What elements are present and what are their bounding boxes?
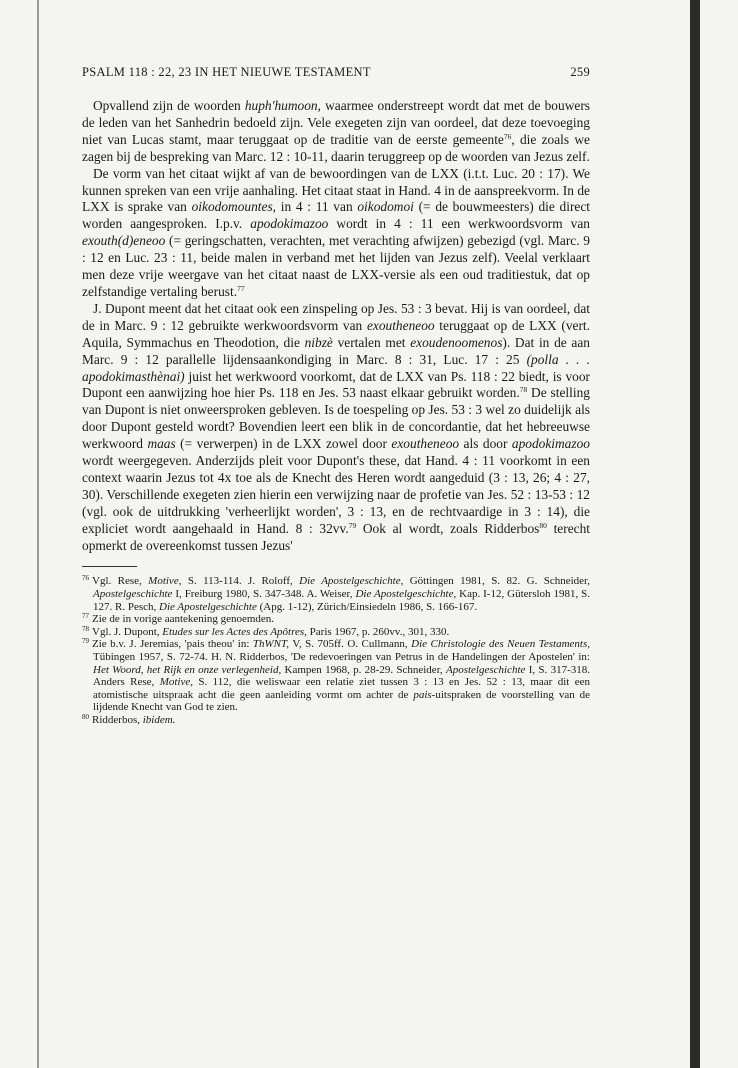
text-run: Tübingen 1957, S. 72-74. H. N. Ridderbos, 'De redevoeringen van Petrus in de Handelingen der Apostelen' in: xyxy=(93,651,590,664)
footnote-ref: 80 xyxy=(539,520,547,530)
text-run: Kap. I-12, Gütersloh 1981, S. 127. R. Pesch, xyxy=(93,588,591,613)
text-run: (= geringschatten, verachten, met verachting afwijzen) gebezigd (vgl. Marc. 9 : 12 en Luc. 23 : 11, beide malen in verband met het lijden van Jezus zelf). Veelal verklaart men deze vrije weergave van het citaat naast de LXX-versie als een oud traditiestuk, dat op zelfstandige vertaling berust. xyxy=(82,233,590,299)
text-run: teruggaat op de LXX (vert. Aquila, Symmachus en Theodotion, die xyxy=(82,317,590,350)
italic-term: Die Apostelgeschichte, xyxy=(299,575,404,588)
text-run: I, S. 317-318. Anders Rese, xyxy=(93,663,590,689)
italic-term: Apostelgeschichte xyxy=(93,588,173,601)
italic-term: ThWNT, xyxy=(252,638,290,651)
text-run: Kampen 1968, p. 28-29. Schneider, xyxy=(281,663,446,676)
italic-term: maas xyxy=(147,436,176,452)
text-run: vertalen met xyxy=(332,334,411,350)
paragraph xyxy=(82,166,590,301)
italic-term: Die Apostelgeschichte, xyxy=(355,588,457,601)
footnote-number: 79 xyxy=(82,637,89,646)
footnote-ref: 78 xyxy=(519,385,528,395)
italic-term: ibidem. xyxy=(142,714,176,726)
text-run: S. 112, die weliswaar een relatie ziet tussen 3 : 13 en Jes. 52 : 13, maar dit een atomistische uitspraak acht die geen aanleiding vormt om achter de xyxy=(93,676,590,701)
text-run: I, Freiburg 1980, S. 347-348. A. Weiser, xyxy=(172,588,356,601)
text-run: terecht opmerkt de overeenkomst tussen Jezus' xyxy=(82,520,590,553)
scan-left-edge xyxy=(37,0,39,1068)
italic-term: Motive, xyxy=(159,676,193,689)
footnote-number: 78 xyxy=(82,624,89,633)
italic-term: nibzè xyxy=(304,334,333,350)
italic-term: pais xyxy=(413,688,432,701)
body-text xyxy=(82,98,590,554)
italic-term: oikodomoi xyxy=(357,199,414,215)
text-run: V, S. 705ff. O. Cullmann, xyxy=(289,638,412,651)
footnote-number: 77 xyxy=(82,612,89,621)
footnote-number: 76 xyxy=(82,574,89,583)
paragraph xyxy=(82,301,590,555)
text-run: Opvallend zijn de woorden xyxy=(93,98,245,113)
text-run: als door xyxy=(459,436,512,452)
text-run: (= verwerpen) in de LXX zowel door xyxy=(175,436,392,452)
text-run: , waarmee onderstreept wordt dat met de bouwers de leden van het Sanhedrin bedoeld zijn. Vele exegeten zijn van oordeel, dat deze toevoeging niet van Lucas stamt, maar teruggaat op de traditie van de eerste gemeente xyxy=(82,98,590,147)
footnotes xyxy=(82,575,590,726)
footnote-number: 80 xyxy=(82,713,89,721)
text-run: J. Dupont meent dat het citaat ook een zinspeling op Jes. 53 : 3 bevat. Hij is van oordeel, dat de in Marc. 9 : 12 gebruikte werkwoordsvorm van xyxy=(82,300,590,333)
text-run: juist het werkwoord voorkomt, dat de LXX van Ps. 118 : 22 biedt, is voor Dupont een aanwijzing hoe hier Ps. 118 en Jes. 53 naast elkaar gebruikt worden. xyxy=(82,368,590,401)
footnote-rule xyxy=(82,566,137,567)
text-run: Vgl. J. Dupont, xyxy=(92,625,163,638)
text-run: De stelling van Dupont is niet onweersproken gebleven. Is de toespeling op Jes. 53 : 3 wel zo duidelijk als door Dupont gesteld wordt? Bovendien leert een blik in de concordantie, dat het hebreeuwse werkwoord xyxy=(82,385,590,452)
italic-term: Motive, xyxy=(148,575,182,588)
running-head xyxy=(82,64,590,80)
footnote xyxy=(82,613,590,626)
italic-term: Etudes sur les Actes des Apôtres, xyxy=(162,625,307,638)
text-run: Zie b.v. J. Jeremias, 'pais theou' in: xyxy=(92,638,253,651)
text-run: , in 4 : 11 van xyxy=(272,199,358,215)
italic-term: apodokimazoo xyxy=(511,436,590,452)
italic-term: huph'humoon xyxy=(244,98,318,113)
book-page xyxy=(82,64,590,727)
footnote xyxy=(82,638,590,714)
italic-term: Het Woord, het Rijk en onze verlegenheid, xyxy=(93,663,282,676)
footnote-ref: 79 xyxy=(348,520,357,530)
paragraph xyxy=(82,98,590,166)
text-run: , die zoals we zagen bij de bespreking van Marc. 12 : 10-11, daarin teruggreep op de woorden van Jezus zelf. xyxy=(82,131,590,164)
text-run: wordt in 4 : 11 een werkwoordsvorm van xyxy=(328,216,590,232)
footnote xyxy=(82,626,590,639)
scan-right-edge xyxy=(690,0,700,1068)
text-run: Ook al wordt, zoals Ridderbos xyxy=(356,520,540,536)
text-run: Paris 1967, p. 260vv., 301, 330. xyxy=(306,625,450,638)
text-run: Göttingen 1981, S. 82. G. Schneider, xyxy=(403,575,590,588)
text-run: De vorm van het citaat wijkt af van de bewoordingen van de LXX (i.t.t. Luc. 20 : 17). We kunnen spreken van een vrije aanhaling. Het citaat staat in Hand. 4 in de aanspreekvorm. In de LXX is sprake van xyxy=(82,165,590,215)
page-number: 259 xyxy=(570,65,590,79)
italic-term: Die Apostelgeschichte xyxy=(159,600,257,613)
italic-term: exoudenoomenos xyxy=(410,334,503,350)
text-run: Ridderbos, xyxy=(92,714,143,726)
italic-term: exouth(d)eneoo xyxy=(82,233,166,249)
footnote-ref: 77 xyxy=(237,283,245,293)
text-run: S. 113-114. J. Roloff, xyxy=(181,575,300,588)
text-run: (Apg. 1-12), Zürich/Einsiedeln 1986, S. 166-167. xyxy=(256,600,478,613)
running-head-title: PSALM 118 : 22, 23 IN HET NIEUWE TESTAMENT xyxy=(82,65,371,79)
italic-term: Apostelgeschichte xyxy=(445,663,526,676)
text-run: (= de bouwmeesters) die direct worden aangesproken. I.p.v. xyxy=(82,199,591,232)
text-run: wordt weergegeven. Anderzijds pleit voor Dupont's these, dat Hand. 4 : 11 voorkomt in een context waarin Jezus tot 4x toe als de Knecht des Heren wordt aangeduid (3 : 13, 26; 4 : 27, 30). Verschillende exegeten zien hierin een verwijzing naar de profetie van Jes. 52 : 13-53 : 12 (vgl. ook de uitdrukking 'verheerlijkt worden', 3 : 13, en de rechtvaardige in 3 : 14), die expliciet wordt aangehaald in Hand. 8 : 32vv. xyxy=(82,453,590,536)
italic-term: apodokimazoo xyxy=(250,216,329,232)
italic-term: exoutheneoo xyxy=(366,317,435,333)
italic-term: oikodomountes xyxy=(191,199,273,215)
footnote xyxy=(82,714,590,727)
italic-term: (polla . . . apodokimasthènai) xyxy=(82,351,590,384)
text-run: Zie de in vorige aantekening genoemden. xyxy=(92,613,275,626)
italic-term: Die Christologie des Neuen Testaments, xyxy=(411,638,590,651)
footnote-ref: 76 xyxy=(503,131,512,141)
text-run: Vgl. Rese, xyxy=(92,575,149,588)
italic-term: exoutheneoo xyxy=(391,436,460,452)
text-run: -uitspraken de voorstelling van de lijdende Knecht van God te zien. xyxy=(93,688,590,714)
footnote xyxy=(82,575,590,613)
text-run: ). Dat in de aan Marc. 9 : 12 parallelle lijdensaankondiging in Marc. 8 : 31, Luc. 17 : 25 xyxy=(82,334,590,367)
